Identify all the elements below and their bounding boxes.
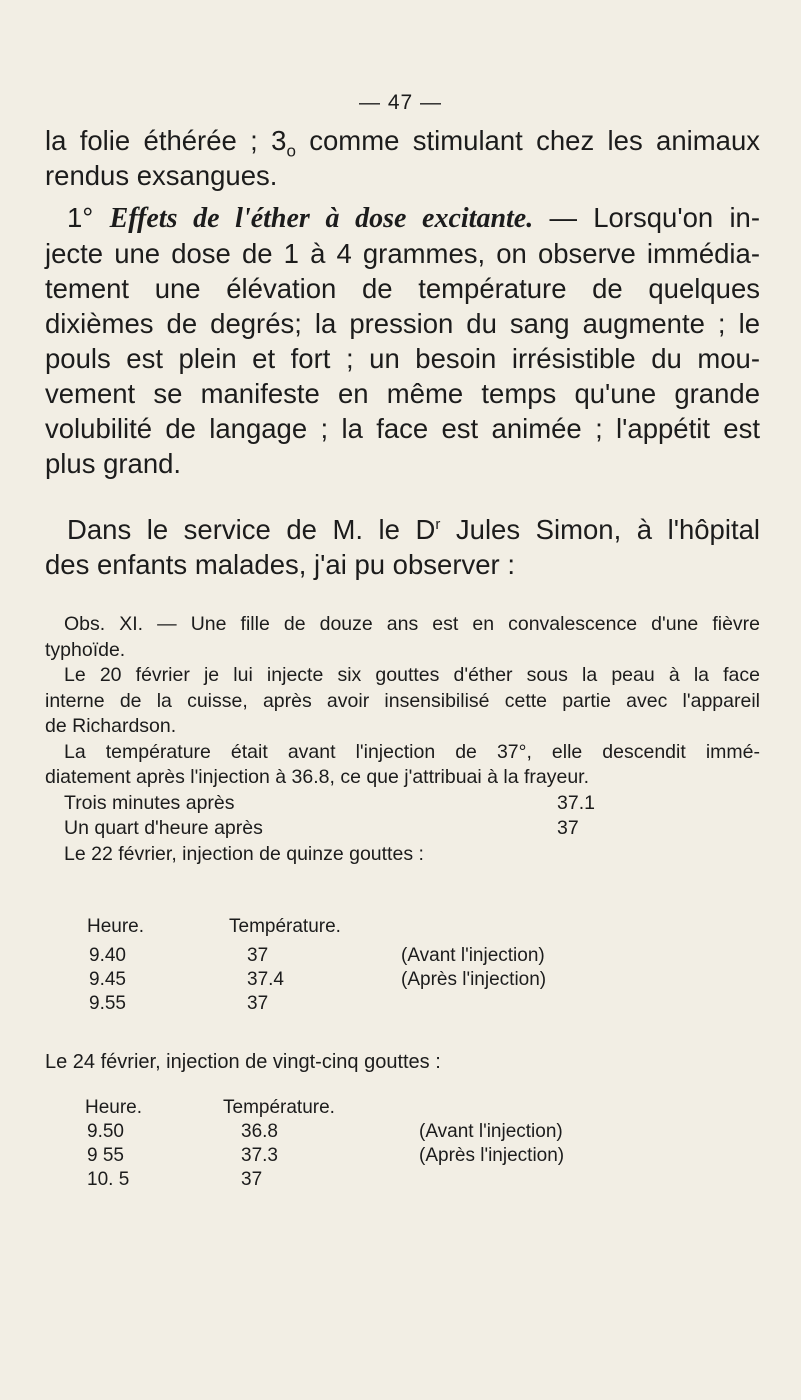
table-row: 9.45 37.4 (Après l'injection) [89, 969, 547, 990]
table-row: 9 55 37.3 (Après l'injection) [87, 1145, 565, 1166]
section-title: Effets de l'éther à dose excitante. [109, 203, 534, 234]
table-row: 10. 5 37 [87, 1169, 263, 1190]
table-row: 9.40 37 (Avant l'injection) [89, 945, 545, 966]
temperature-table-1 [45, 915, 645, 1016]
paragraph-intro: la folie éthérée ; $3_o$ comme stimulant chez les animaux rendus exsangues. [45, 125, 760, 191]
page-number: — 47 — [358, 91, 443, 114]
table-header: Heure. Température. [87, 916, 341, 937]
reading-row: Un quart d'heure après 37 [64, 817, 579, 839]
temperature-table-2 [45, 1096, 645, 1192]
paragraph-service: Dans le service de M. le $D^r$ Jules Simon, à l'hôpital des enfants malades, j'ai pu observer : [45, 514, 760, 580]
table-row: 9.55 37 [89, 993, 269, 1014]
reading-row: Trois minutes après 37.1 [64, 791, 595, 814]
table-header: Heure. Température. [85, 1097, 335, 1118]
line-24-fevrier: Le 24 février, injection de vingt-cinq gouttes : [45, 1051, 441, 1073]
table-row: 9.50 36.8 (Avant l'injection) [87, 1121, 563, 1142]
observation-xi: Obs. XI. — Une fille de douze ans est en convalescence d'une fièvre typhoïde. Le 20 février je lui injecte six gouttes d'éther sous la peau à la face interne de la cuisse, après avoir insensibilisé cette partie avec l'appareil de Richardson. La température était avant l'injection de 37°, elle descendit immé- diatement après l'injection à 36.8, ce que j'attribuai à la frayeur. Trois minutes après 37.1 Un quart d'heure après 37 Le 22 février, injection de quinze gouttes : [45, 613, 760, 865]
paragraph-effets: 1° Effets de l'éther à dose excitante. — Lorsqu'on in- jecte une dose de 1 à 4 grammes, on observe immédia- tement une élévation de température de quelques dixièmes de degrés; la pression du sang augmente ; le pouls est plein et fort ; un besoin irrésistible du mou- vement se manifeste en même temps qu'une grande volubilité de langage ; la face est animée ; l'appétit est plus grand. [45, 202, 760, 479]
